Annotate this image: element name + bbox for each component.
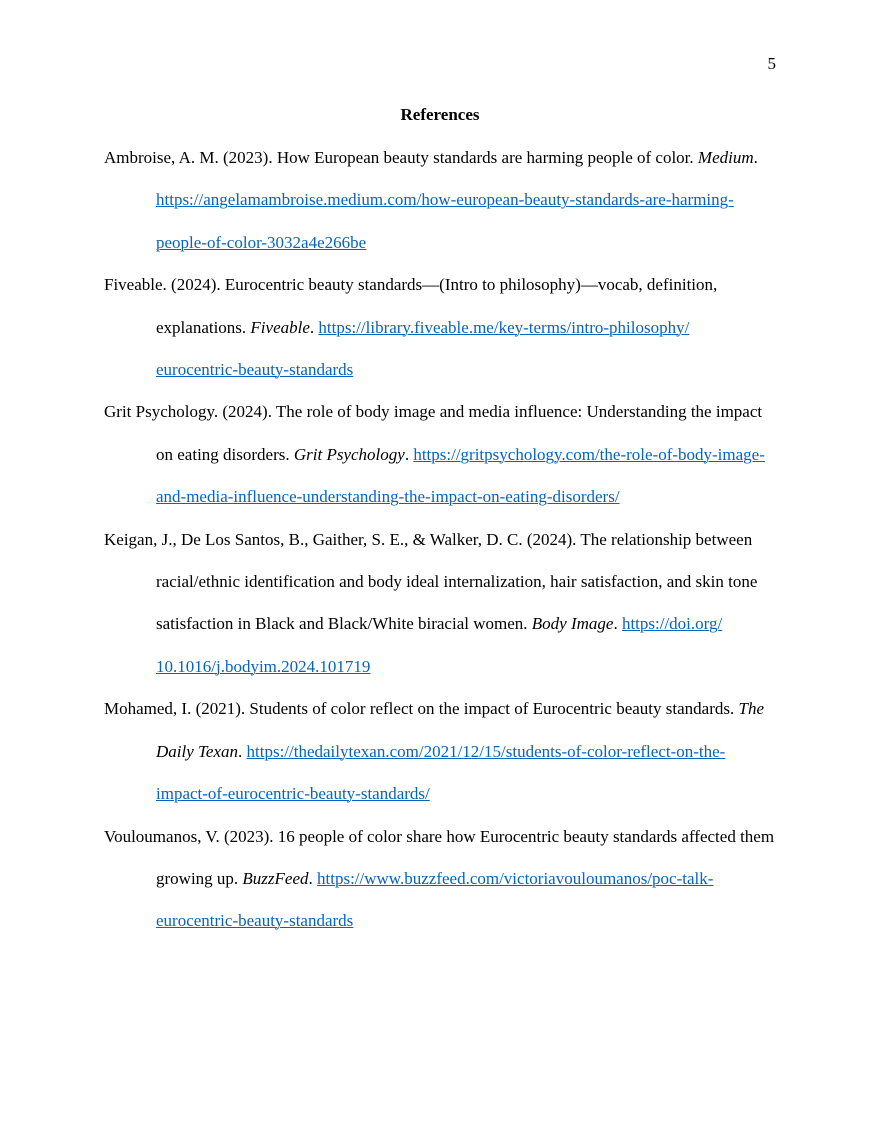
reference-punct: . [308,868,318,888]
reference-source: BuzzFeed [242,868,309,888]
reference-link-part: 10.1016/j.bodyim.2024.101719 [156,656,371,676]
reference-source: Grit Psychology [293,444,405,464]
reference-punct: . [613,614,622,634]
reference-text: Keigan, J., De Los Santos, B., Gaither, S. E., & Walker, D. C. (2024). The relationship between racial/ethnic identification and body ideal internalization, hair satisfaction, and skin tone satisfaction in Black and Black/White biracial women. [104,529,758,634]
references-list [104,137,778,943]
reference-link-part: and-media-influence-understanding-the-impact-on-eating-disorders/ [156,487,620,507]
reference-punct: . [238,741,247,761]
reference-link-part: eurocentric-beauty-standards [156,360,354,380]
page-number: 5 [767,54,776,73]
reference-entry [104,519,778,689]
reference-text: Ambroise, A. M. (2023). How European beauty standards are harming people of color. [104,148,698,167]
reference-entry [104,688,778,815]
reference-punct: . [753,148,758,167]
reference-link-part: https://angelamambroise.medium.com/how-european-beauty-standards-are-harming- [156,190,734,210]
reference-entry [104,391,778,518]
reference-link-part: impact-of-eurocentric-beauty-standards/ [156,784,430,804]
reference-link[interactable] [156,190,734,251]
reference-source: Medium [697,148,754,167]
reference-punct: . [309,317,319,337]
reference-punct: . [404,444,414,464]
reference-text: Mohamed, I. (2021). Students of color reflect on the impact of Eurocentric beauty standards. [104,699,739,719]
reference-source: The Daily Texan [156,699,764,761]
reference-entry [104,816,778,943]
reference-entry [104,264,778,391]
reference-link-part: people-of-color-3032a4e266be [156,232,367,252]
references-heading: References [400,105,480,124]
reference-text: Fiveable. (2024). Eurocentric beauty standards—(Intro to philosophy)—vocab, definition, explanations. [104,275,718,337]
reference-source: Fiveable [250,317,310,337]
reference-source: Body Image [531,614,614,634]
reference-text: Grit Psychology. (2024). The role of body image and media influence: Understanding the impact on eating disorders. [104,402,763,464]
reference-link-part: https://thedailytexan.com/2021/12/15/students-of-color-reflect-on-the- [246,741,726,761]
reference-link-part: https://doi.org/ [621,614,723,634]
reference-text: Vouloumanos, V. (2023). 16 people of color share how Eurocentric beauty standards affected them growing up. [104,826,775,888]
reference-link-part: https://library.fiveable.me/key-terms/intro-philosophy/ [318,317,690,337]
reference-link-part: https://www.buzzfeed.com/victoriavouloumanos/poc-talk- [317,868,714,888]
reference-link-part: eurocentric-beauty-standards [156,911,354,931]
reference-link-part: https://gritpsychology.com/the-role-of-body-image- [413,444,765,464]
reference-entry [104,137,778,264]
